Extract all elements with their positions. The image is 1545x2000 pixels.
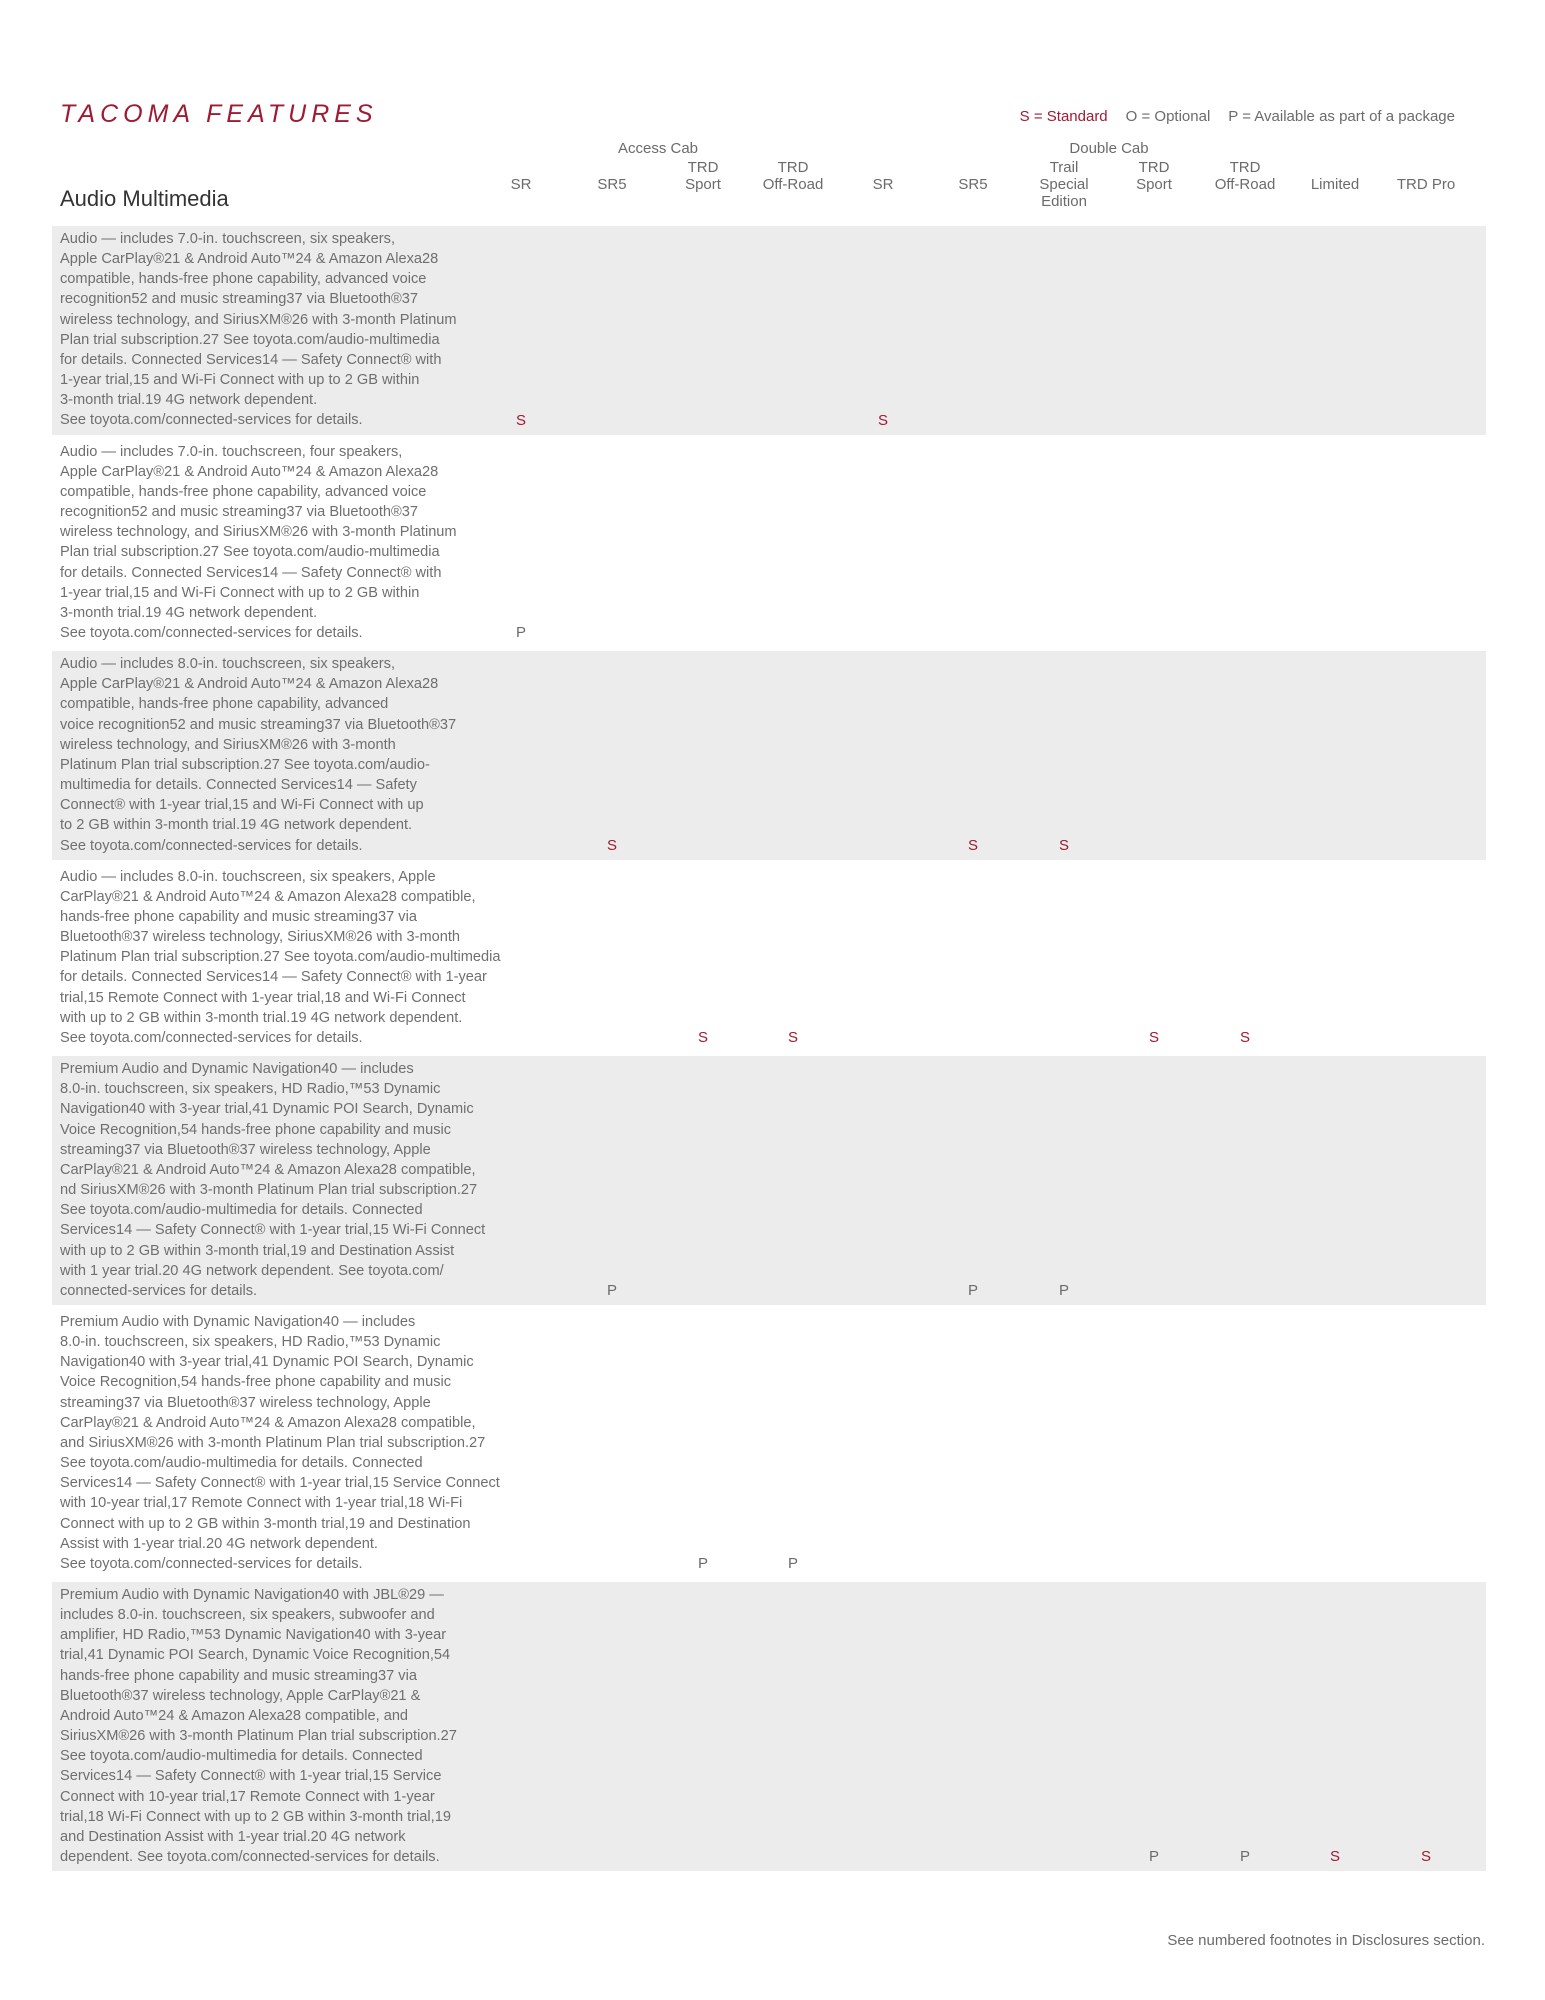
standard-mark: S <box>1239 1029 1250 1047</box>
description-line: Assist with 1-year trial.20 4G network dependent. <box>60 1535 378 1552</box>
table-row <box>52 439 1486 648</box>
description-line: CarPlay®21 & Android Auto™24 & Amazon Alexa28 compatible, <box>60 1161 476 1178</box>
description-line: Audio — includes 8.0-in. touchscreen, six speakers, <box>60 656 396 673</box>
column-header: TRD Sport <box>1136 159 1172 193</box>
description-line: CarPlay®21 & Android Auto™24 & Amazon Alexa28 compatible, <box>60 1414 476 1431</box>
description-line: recognition52 and music streaming37 via Bluetooth®37 <box>60 291 418 308</box>
description-line: voice recognition52 and music streaming37 via Bluetooth®37 <box>60 716 457 733</box>
description-line: See toyota.com/connected-services for details. <box>60 1029 363 1046</box>
column-header: TRD Sport <box>685 159 721 193</box>
description-line: with up to 2 GB within 3-month trial,19 and Destination Assist <box>60 1242 455 1259</box>
description-line: Navigation40 with 3-year trial,41 Dynamic POI Search, Dynamic <box>60 1354 474 1371</box>
description-line: recognition52 and music streaming37 via Bluetooth®37 <box>60 504 418 521</box>
description-line: nd SiriusXM®26 with 3-month Platinum Plan trial subscription.27 <box>60 1182 478 1199</box>
description-line: Audio — includes 7.0-in. touchscreen, six speakers, <box>60 231 396 247</box>
column-header: SR5 <box>958 176 988 193</box>
description-line: streaming37 via Bluetooth®37 wireless technology, Apple <box>60 1394 431 1411</box>
package-mark: P <box>1148 1848 1159 1866</box>
standard-mark: S <box>1148 1029 1159 1047</box>
description-line: See toyota.com/connected-services for details. <box>60 1555 363 1572</box>
description-line: for details. Connected Services14 — Safety Connect® with <box>60 564 442 581</box>
standard-mark: S <box>697 1029 708 1047</box>
description-line: streaming37 via Bluetooth®37 wireless technology, Apple <box>60 1141 431 1158</box>
description-line: trial,18 Wi-Fi Connect with up to 2 GB within 3-month trial,19 <box>60 1808 451 1825</box>
description-line: Connect with up to 2 GB within 3-month trial,19 and Destination <box>60 1515 471 1532</box>
description-line: Voice Recognition,54 hands-free phone capability and music <box>60 1374 452 1391</box>
description-line: with 10-year trial,17 Remote Connect with 1-year trial,18 Wi-Fi <box>60 1495 463 1512</box>
feature-description <box>60 1312 525 1574</box>
column-header: SR <box>510 176 532 193</box>
feature-description <box>60 442 525 644</box>
description-line: Connect® with 1-year trial,15 and Wi-Fi Connect with up <box>60 797 424 814</box>
standard-mark: S <box>606 836 617 854</box>
description-line: Services14 — Safety Connect® with 1-year trial,15 Service Connect <box>60 1475 500 1492</box>
description-line: with 1 year trial.20 4G network dependent. See toyota.com/ <box>60 1262 444 1279</box>
group-label-double-cab: Double Cab <box>1069 140 1149 157</box>
description-line: 1-year trial,15 and Wi-Fi Connect with up to 2 GB within <box>60 584 420 601</box>
description-line: Bluetooth®37 wireless technology, Apple CarPlay®21 & <box>60 1687 421 1704</box>
legend <box>1020 108 1455 125</box>
table-row <box>52 864 1486 1052</box>
description-line: multimedia for details. Connected Services14 — Safety <box>60 777 417 794</box>
description-line: wireless technology, and SiriusXM®26 with 3-month Platinum <box>60 524 457 541</box>
description-line: 1-year trial,15 and Wi-Fi Connect with up to 2 GB within <box>60 372 420 389</box>
description-line: See toyota.com/audio-multimedia for details. Connected <box>60 1455 423 1472</box>
legend-standard: S = Standard <box>1019 108 1108 125</box>
standard-mark: S <box>1058 836 1069 854</box>
description-line: Premium Audio and Dynamic Navigation40 — includes <box>60 1061 414 1078</box>
description-line: Connect with 10-year trial,17 Remote Connect with 1-year <box>60 1788 435 1805</box>
description-line: Apple CarPlay®21 & Android Auto™24 & Amazon Alexa28 <box>60 251 439 268</box>
description-line: for details. Connected Services14 — Safety Connect® with 1-year <box>60 969 487 986</box>
description-line: Plan trial subscription.27 See toyota.com/audio-multimedia <box>60 544 440 561</box>
column-header: TRD Off-Road <box>762 159 824 193</box>
description-line: compatible, hands-free phone capability, advanced voice <box>60 483 427 500</box>
description-line: See toyota.com/connected-services for details. <box>60 412 363 429</box>
table-row <box>52 1309 1486 1578</box>
description-line: See toyota.com/audio-multimedia for details. Connected <box>60 1202 423 1219</box>
package-mark: P <box>1239 1848 1250 1866</box>
description-line: wireless technology, and SiriusXM®26 with 3-month <box>60 736 396 753</box>
column-header: SR <box>872 176 894 193</box>
description-line: trial,15 Remote Connect with 1-year trial,18 and Wi-Fi Connect <box>60 989 466 1006</box>
description-line: Apple CarPlay®21 & Android Auto™24 & Amazon Alexa28 <box>60 676 439 693</box>
description-line: 3-month trial.19 4G network dependent. <box>60 392 318 409</box>
description-line: 8.0-in. touchscreen, six speakers, HD Radio,™53 Dynamic <box>60 1081 441 1098</box>
feature-description <box>60 654 525 856</box>
table-row <box>52 1582 1486 1871</box>
footnote-note: See numbered footnotes in Disclosures section. <box>1167 1932 1485 1949</box>
description-line: dependent. See toyota.com/connected-services for details. <box>60 1849 440 1866</box>
description-line: SiriusXM®26 with 3-month Platinum Plan trial subscription.27 <box>60 1728 457 1745</box>
description-line: See toyota.com/connected-services for details. <box>60 624 363 641</box>
page-title: TACOMA FEATURES <box>60 100 378 128</box>
description-line: Audio — includes 7.0-in. touchscreen, four speakers, <box>60 443 403 460</box>
description-line: Apple CarPlay®21 & Android Auto™24 & Amazon Alexa28 <box>60 463 439 480</box>
column-header: TRD Pro <box>1396 176 1456 193</box>
package-mark: P <box>1058 1281 1069 1299</box>
description-line: amplifier, HD Radio,™53 Dynamic Navigation40 with 3-year <box>60 1627 447 1644</box>
description-line: Plan trial subscription.27 See toyota.com/audio-multimedia <box>60 331 440 348</box>
description-line: trial,41 Dynamic POI Search, Dynamic Voice Recognition,54 <box>60 1647 451 1664</box>
table-row <box>52 1056 1486 1305</box>
standard-mark: S <box>787 1029 798 1047</box>
package-mark: P <box>787 1555 798 1572</box>
package-mark: P <box>606 1281 617 1299</box>
legend-package: P = Available as part of a package <box>1228 108 1455 125</box>
description-line: Bluetooth®37 wireless technology, SiriusXM®26 with 3-month <box>60 929 461 946</box>
table-row <box>52 226 1486 435</box>
package-mark: P <box>967 1281 978 1299</box>
description-line: compatible, hands-free phone capability, advanced <box>60 696 389 713</box>
description-line: 8.0-in. touchscreen, six speakers, HD Radio,™53 Dynamic <box>60 1334 441 1351</box>
description-line: compatible, hands-free phone capability, advanced voice <box>60 271 427 288</box>
section-title: Audio Multimedia <box>60 186 229 211</box>
feature-description <box>60 229 525 431</box>
description-line: Services14 — Safety Connect® with 1-year trial,15 Wi-Fi Connect <box>60 1222 486 1239</box>
column-header: Trail Special Edition <box>1039 159 1089 210</box>
description-line: Voice Recognition,54 hands-free phone capability and music <box>60 1121 452 1138</box>
column-header: SR5 <box>597 176 627 193</box>
feature-table <box>52 226 1486 1875</box>
standard-mark: S <box>515 411 526 429</box>
standard-mark: S <box>967 836 978 854</box>
package-mark: P <box>515 624 526 642</box>
description-line: Premium Audio with Dynamic Navigation40 with JBL®29 — <box>60 1587 444 1603</box>
description-line: CarPlay®21 & Android Auto™24 & Amazon Alexa28 compatible, <box>60 888 476 905</box>
description-line: See toyota.com/audio-multimedia for details. Connected <box>60 1748 423 1765</box>
feature-description <box>60 1585 525 1867</box>
column-header: TRD Off-Road <box>1214 159 1276 193</box>
description-line: Navigation40 with 3-year trial,41 Dynamic POI Search, Dynamic <box>60 1101 474 1118</box>
standard-mark: S <box>1329 1848 1340 1866</box>
description-line: Services14 — Safety Connect® with 1-year trial,15 Service <box>60 1768 442 1785</box>
description-line: with up to 2 GB within 3-month trial.19 4G network dependent. <box>60 1009 463 1026</box>
description-line: wireless technology, and SiriusXM®26 with 3-month Platinum <box>60 311 457 328</box>
description-line: hands-free phone capability and music streaming37 via <box>60 909 417 925</box>
description-line: Premium Audio with Dynamic Navigation40 — includes <box>60 1313 416 1330</box>
package-mark: P <box>697 1555 708 1572</box>
description-line: Platinum Plan trial subscription.27 See toyota.com/audio-multimedia <box>60 949 501 966</box>
standard-mark: S <box>877 411 888 429</box>
description-line: to 2 GB within 3-month trial.19 4G network dependent. <box>60 817 413 834</box>
description-line: connected-services for details. <box>60 1282 258 1299</box>
description-line: See toyota.com/connected-services for details. <box>60 837 363 854</box>
description-line: 3-month trial.19 4G network dependent. <box>60 604 318 621</box>
description-line: hands-free phone capability and music streaming37 via <box>60 1667 417 1684</box>
description-line: for details. Connected Services14 — Safety Connect® with <box>60 351 442 368</box>
description-line: and SiriusXM®26 with 3-month Platinum Plan trial subscription.27 <box>60 1434 486 1451</box>
feature-description <box>60 867 525 1048</box>
description-line: and Destination Assist with 1-year trial.20 4G network <box>60 1828 406 1845</box>
group-label-access-cab: Access Cab <box>617 140 699 157</box>
standard-mark: S <box>1420 1848 1431 1866</box>
column-header: Limited <box>1310 176 1360 193</box>
table-row <box>52 651 1486 860</box>
description-line: Platinum Plan trial subscription.27 See toyota.com/audio- <box>60 756 430 773</box>
description-line: Android Auto™24 & Amazon Alexa28 compatible, and <box>60 1707 409 1724</box>
description-line: Audio — includes 8.0-in. touchscreen, six speakers, Apple <box>60 868 436 885</box>
legend-optional: O = Optional <box>1125 108 1211 125</box>
description-line: includes 8.0-in. touchscreen, six speakers, subwoofer and <box>60 1607 435 1624</box>
feature-description <box>60 1059 525 1301</box>
